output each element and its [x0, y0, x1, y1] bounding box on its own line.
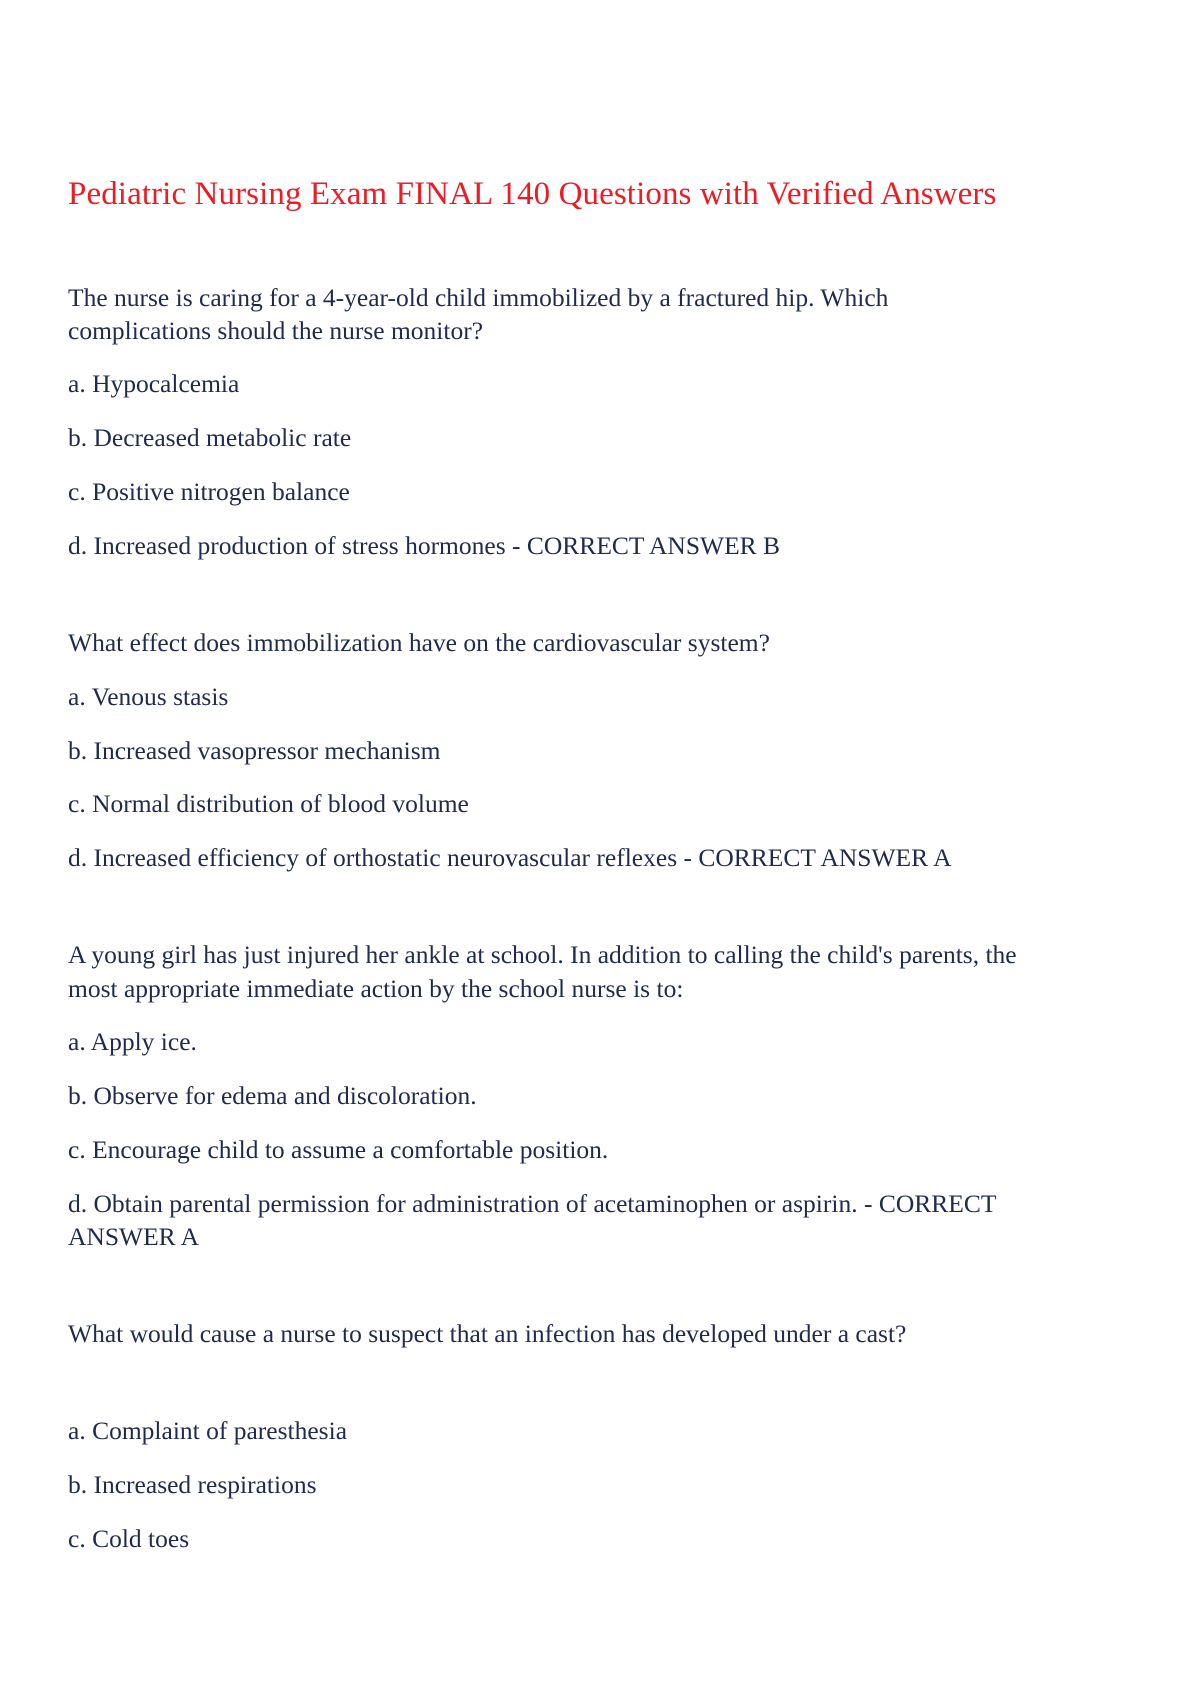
question-1-option-b: b. Decreased metabolic rate: [68, 423, 352, 452]
question-3-stem-line-2: most appropriate immediate action by the school nurse is to:: [68, 974, 684, 1003]
question-1-option-d: d. Increased production of stress hormones - CORRECT ANSWER B: [68, 531, 781, 560]
question-1-stem-line-1: The nurse is caring for a 4-year-old child immobilized by a fractured hip. Which: [68, 283, 889, 312]
question-4-stem-line-1: What would cause a nurse to suspect that an infection has developed under a cast?: [68, 1319, 907, 1348]
question-3-option-a: a. Apply ice.: [68, 1027, 197, 1056]
question-4-option-b: b. Increased respirations: [68, 1470, 317, 1499]
question-3-option-d-line-1: d. Obtain parental permission for administration of acetaminophen or aspirin. - CORRECT: [68, 1189, 997, 1218]
question-1-stem-line-2: complications should the nurse monitor?: [68, 316, 484, 345]
question-1-option-a: a. Hypocalcemia: [68, 369, 240, 398]
question-4-option-a: a. Complaint of paresthesia: [68, 1416, 348, 1445]
question-3-stem-line-1: A young girl has just injured her ankle at school. In addition to calling the child's parents, the: [68, 940, 1017, 969]
question-1-option-c: c. Positive nitrogen balance: [68, 477, 350, 506]
question-3-option-c: c. Encourage child to assume a comfortable position.: [68, 1135, 609, 1164]
document-title: Pediatric Nursing Exam FINAL 140 Questions with Verified Answers: [68, 176, 997, 212]
question-2-option-b: b. Increased vasopressor mechanism: [68, 736, 441, 765]
question-3-option-d-line-2: ANSWER A: [68, 1222, 200, 1251]
question-2-option-c: c. Normal distribution of blood volume: [68, 789, 469, 818]
question-3-option-b: b. Observe for edema and discoloration.: [68, 1081, 477, 1110]
question-4-option-c: c. Cold toes: [68, 1524, 190, 1553]
question-2-option-d: d. Increased efficiency of orthostatic neurovascular reflexes - CORRECT ANSWER A: [68, 843, 952, 872]
question-2-option-a: a. Venous stasis: [68, 682, 229, 711]
question-2-stem-line-1: What effect does immobilization have on the cardiovascular system?: [68, 628, 770, 657]
